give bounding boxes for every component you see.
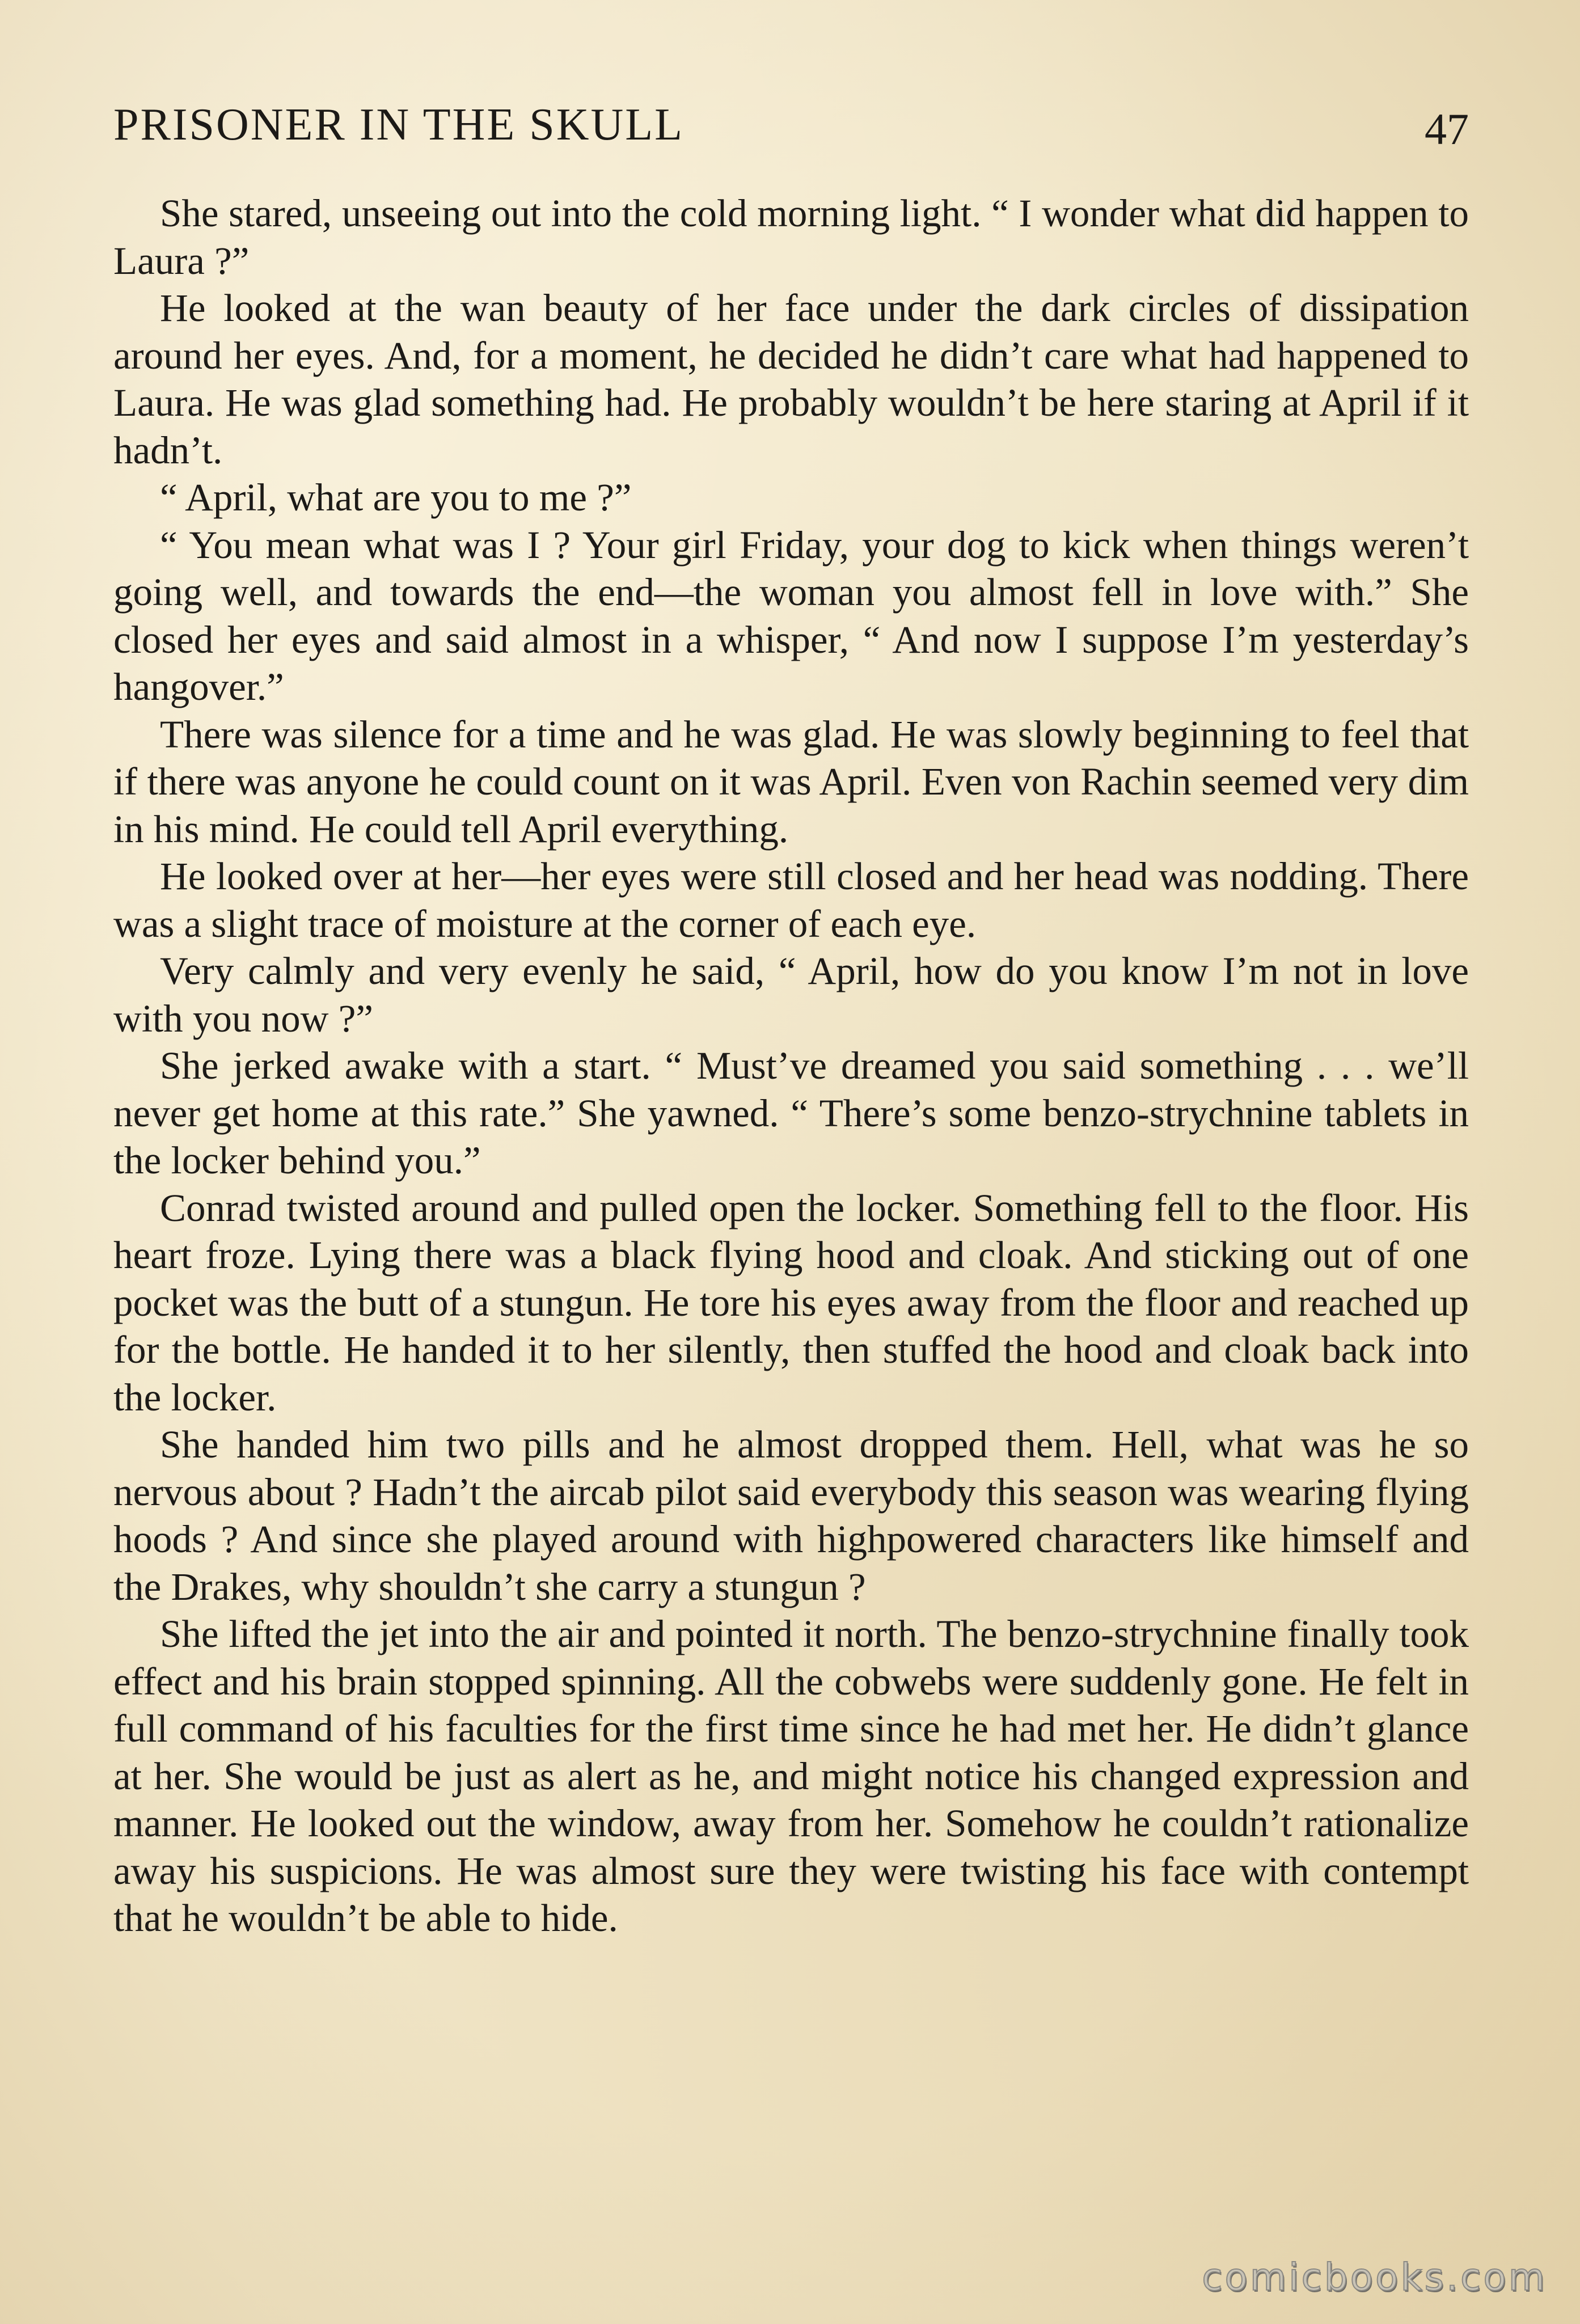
- paragraph: She jerked awake with a start. “ Must’ve dreamed you said something . . . we’ll never get home at this rate.” She yawned. “ There’s some benzo-strychnine tablets in the locker behind you.”: [113, 1044, 1469, 1182]
- watermark-logo: comicbooks.com: [1202, 2255, 1547, 2299]
- paragraph: He looked at the wan beauty of her face under the dark circles of dissipation around her eyes. And, for a moment, he decided he didn’t care what had happened to Laura. He was glad something had. He probably wouldn’t be here staring at April if it hadn’t.: [113, 286, 1469, 472]
- paragraph: She stared, unseeing out into the cold morning light. “ I wonder what did happen to Laura ?”: [113, 192, 1469, 282]
- paragraph: She handed him two pills and he almost dropped them. Hell, what was he so nervous about ? Hadn’t the aircab pilot said everybody this season was wearing flying hoods ? And since she played around with highpowered characters like himself and the Drakes, why shouldn’t she carry a stungun ?: [113, 1423, 1469, 1608]
- page-number: 47: [1425, 104, 1469, 154]
- running-title: PRISONER IN THE SKULL: [113, 100, 685, 150]
- paragraph: “ You mean what was I ? Your girl Friday, your dog to kick when things weren’t going well, and towards the end—the woman you almost fell in love with.” She closed her eyes and said almost in a whisper, “ And now I suppose I’m yesterday’s hangover.”: [113, 523, 1469, 708]
- body-text: [113, 190, 1469, 1942]
- paragraph: She lifted the jet into the air and pointed it north. The benzo-strychnine finally took effect and his brain stopped spinning. All the cobwebs were suddenly gone. He felt in full command of his faculties for the first time since he had met her. He didn’t glance at her. She would be just as alert as he, and might notice his changed expression and manner. He looked out the window, away from her. Somehow he couldn’t rationalize away his suspicions. He was almost sure they were twisting his face with contempt that he wouldn’t be able to hide.: [113, 1612, 1469, 1940]
- paragraph: Very calmly and very evenly he said, “ April, how do you know I’m not in love with you now ?”: [113, 949, 1469, 1040]
- paragraph: He looked over at her—her eyes were still closed and her head was nodding. There was a slight trace of moisture at the corner of each eye.: [113, 855, 1469, 945]
- paragraph: Conrad twisted around and pulled open the locker. Something fell to the floor. His heart froze. Lying there was a black flying hood and cloak. And sticking out of one pocket was the butt of a stungun. He tore his eyes away from the floor and reached up for the bottle. He handed it to her silently, then stuffed the hood and cloak back into the locker.: [113, 1186, 1469, 1419]
- paragraph: There was silence for a time and he was glad. He was slowly beginning to feel that if there was anyone he could count on it was April. Even von Rachin seemed very dim in his mind. He could tell April everything.: [113, 712, 1469, 851]
- paragraph: “ April, what are you to me ?”: [160, 476, 632, 519]
